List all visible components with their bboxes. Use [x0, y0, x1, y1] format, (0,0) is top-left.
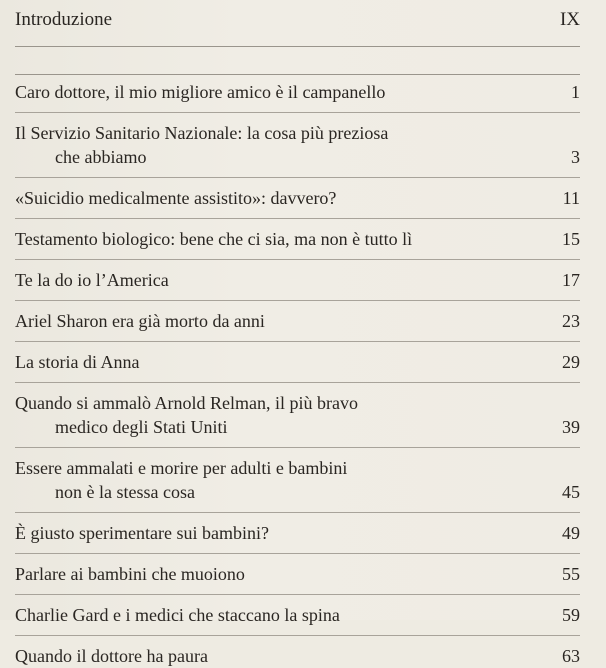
toc-entry [15, 562, 580, 586]
divider [15, 218, 580, 219]
toc-entry-title: È giusto sperimentare sui bambini? [15, 523, 269, 543]
toc-entry [15, 644, 580, 668]
toc-entry-page: 55 [562, 564, 580, 584]
toc-entry-page: 11 [562, 188, 580, 208]
toc-entry-page: 39 [562, 417, 580, 437]
intro-page-number: IX [559, 9, 580, 30]
toc-entry-page: 59 [562, 605, 580, 625]
divider [15, 177, 580, 178]
divider [15, 594, 580, 595]
top-divider [15, 46, 580, 47]
toc-entry-page: 49 [562, 523, 580, 543]
toc-entry-title-continuation: non è la stessa cosa [55, 482, 195, 502]
divider [15, 635, 580, 636]
divider [15, 512, 580, 513]
toc-entry-title: Quando il dottore ha paura [15, 646, 208, 666]
toc-entry-title-continuation: che abbiamo [55, 147, 147, 167]
intro-label: Introduzione [15, 9, 113, 30]
toc-entry [15, 309, 580, 333]
toc-entry-title: Charlie Gard e i medici che staccano la spina [15, 605, 340, 625]
toc-entry-title: Il Servizio Sanitario Nazionale: la cosa più preziosa [15, 123, 389, 143]
toc-entry-title: Essere ammalati e morire per adulti e bambini [15, 458, 348, 478]
toc-entry [15, 350, 580, 374]
toc-entry [15, 80, 580, 104]
divider [15, 447, 580, 448]
toc-entry-title: Caro dottore, il mio migliore amico è il campanello [15, 82, 386, 102]
table-of-contents [15, 80, 580, 668]
toc-entry [15, 603, 580, 627]
toc-entry [15, 456, 580, 504]
toc-entry-title: Testamento biologico: bene che ci sia, ma non è tutto lì [15, 229, 413, 249]
toc-intro-row [15, 8, 580, 32]
toc-entry-title: «Suicidio medicalmente assistito»: davvero? [15, 188, 337, 208]
divider [15, 259, 580, 260]
toc-entry [15, 391, 580, 439]
divider [15, 553, 580, 554]
toc-entry-title: Parlare ai bambini che muoiono [15, 564, 245, 584]
toc-entry-title-continuation: medico degli Stati Uniti [55, 417, 228, 437]
toc-entry-title: La storia di Anna [15, 352, 140, 372]
toc-entry-page: 3 [571, 147, 580, 167]
toc-entry [15, 186, 580, 210]
divider [15, 300, 580, 301]
divider [15, 382, 580, 383]
toc-entry-title: Te la do io l’America [15, 270, 169, 290]
toc-entry-page: 63 [562, 646, 580, 666]
divider [15, 112, 580, 113]
toc-entry-page: 1 [571, 82, 580, 102]
toc-entry-title: Ariel Sharon era già morto da anni [15, 311, 265, 331]
toc-entry-title: Quando si ammalò Arnold Relman, il più bravo [15, 393, 358, 413]
toc-entry [15, 121, 580, 169]
toc-entry [15, 227, 580, 251]
toc-entry [15, 268, 580, 292]
toc-entry-page: 23 [562, 311, 580, 331]
toc-entry-page: 29 [562, 352, 580, 372]
toc-entry [15, 521, 580, 545]
toc-entry-page: 17 [562, 270, 580, 290]
top-divider [15, 74, 580, 75]
toc-entry-page: 45 [562, 482, 580, 502]
divider [15, 341, 580, 342]
toc-entry-page: 15 [562, 229, 580, 249]
